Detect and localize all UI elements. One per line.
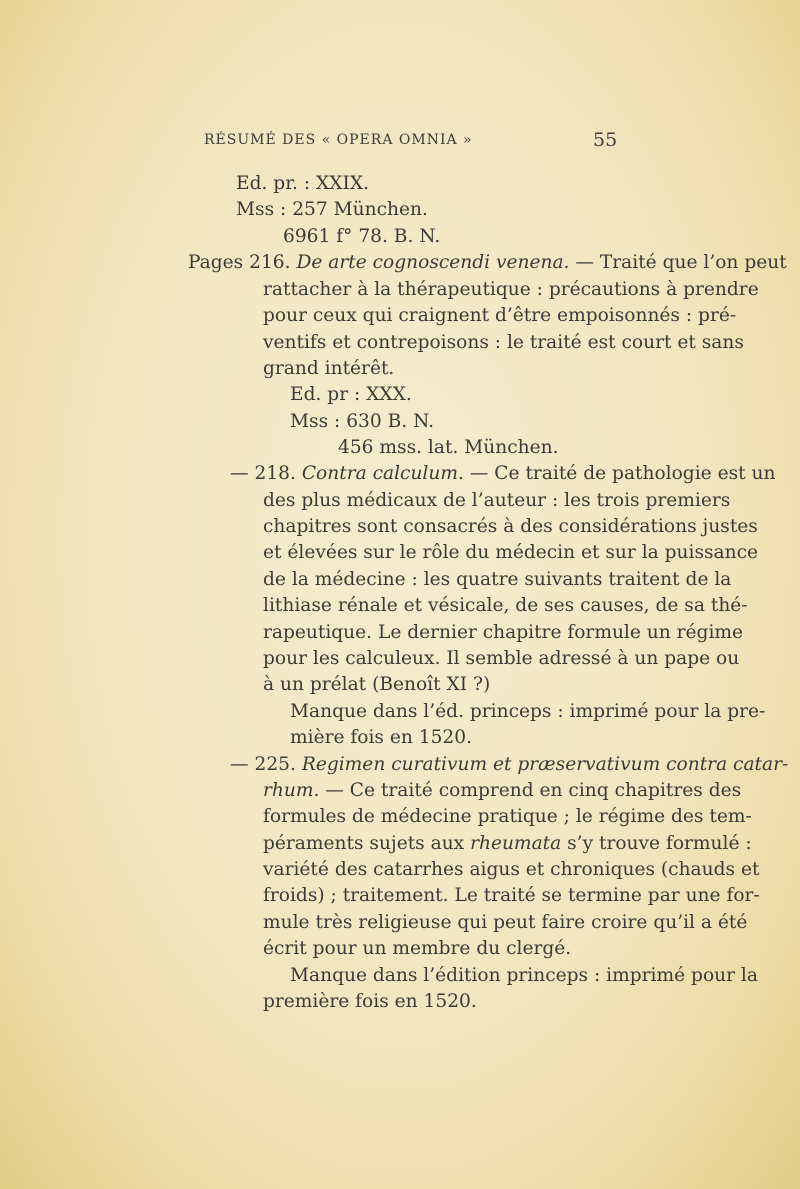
entry-218-line: à un prélat (Benoît XI ?) (263, 674, 491, 695)
entry-225-line (263, 831, 752, 857)
entry-225-text: — Ce traité comprend en cinq chapitres des (319, 780, 742, 801)
entry-225-prefix: — 225. (230, 754, 296, 775)
entry-218-line: rapeutique. Le dernier chapitre formule un régime (263, 622, 744, 643)
entry-218-line: des plus médicaux de l’auteur : les trois premiers (263, 490, 731, 511)
entry-218-text: — Ce traité de pathologie est un (463, 463, 776, 484)
entry-225-line-a: péraments sujets aux (263, 833, 471, 854)
entry-216-heading (188, 250, 787, 276)
entry-225-heading-2 (263, 778, 741, 804)
entry-218-title: Contra calculum. (301, 463, 464, 484)
entry-216-text: — Traité que l’on peut (569, 252, 787, 273)
entry-218-line: et élevées sur le rôle du médecin et sur la puissance (263, 542, 759, 563)
entry-225-line: variété des catarrhes aigus et chroniques (chauds et (263, 859, 760, 880)
entry-225-line: froids) ; traitement. Le traité se termine par une for- (263, 885, 760, 906)
running-title: RÉSUMÉ DES « OPERA OMNIA » (204, 132, 473, 148)
entry-216-prefix: Pages 216. (188, 252, 291, 273)
entry-216-line: ventifs et contrepoisons : le traité est court et sans (263, 332, 744, 353)
page-number: 55 (593, 129, 618, 151)
entry-225-rheumata: rheumata (470, 833, 562, 854)
entry-218-line: de la médecine : les quatre suivants traitent de la (263, 569, 732, 590)
entry-216-edition: Ed. pr : XXX. (290, 384, 412, 405)
entry-225-line: mule très religieuse qui peut faire croire qu’il a été (263, 912, 748, 933)
manuscripts-line-2: 6961 f° 78. B. N. (283, 226, 441, 247)
entry-218-heading (230, 461, 775, 487)
running-head (0, 129, 800, 152)
entry-225-line: formules de médecine pratique ; le régime des tem- (263, 806, 752, 827)
entry-225-title: Regimen curativum et præservativum contra catar- (301, 754, 789, 775)
entry-216-manuscripts-2: 456 mss. lat. München. (338, 437, 559, 458)
entry-225-note: Manque dans l’édition princeps : imprimé pour la (290, 965, 758, 986)
entry-216-line: rattacher à la thérapeutique : précautions à prendre (263, 279, 759, 300)
edition-line: Ed. pr. : XXIX. (236, 173, 370, 194)
entry-216-line: pour ceux qui craignent d’être empoisonnés : pré- (263, 305, 737, 326)
entry-218-line: chapitres sont consacrés à des considérations justes (263, 516, 758, 537)
entry-225-note-2: première fois en 1520. (263, 991, 477, 1012)
entry-216-title: De arte cognoscendi venena. (296, 252, 570, 273)
entry-218-line: lithiase rénale et vésicale, de ses causes, de sa thé- (263, 595, 748, 616)
entry-216-manuscripts: Mss : 630 B. N. (290, 411, 435, 432)
entry-216-line: grand intérêt. (263, 358, 395, 379)
manuscripts-line: Mss : 257 München. (236, 199, 428, 220)
entry-225-line-b: s’y trouve formulé : (561, 833, 752, 854)
entry-225-heading (230, 752, 788, 778)
entry-218-line: pour les calculeux. Il semble adressé à un pape ou (263, 648, 740, 669)
entry-218-note: Manque dans l’éd. princeps : imprimé pour la pre- (290, 701, 766, 722)
entry-218-prefix: — 218. (230, 463, 296, 484)
entry-225-title-2: rhum. (263, 780, 320, 801)
entry-218-note-2: mière fois en 1520. (290, 727, 472, 748)
entry-225-line: écrit pour un membre du clergé. (263, 938, 572, 959)
